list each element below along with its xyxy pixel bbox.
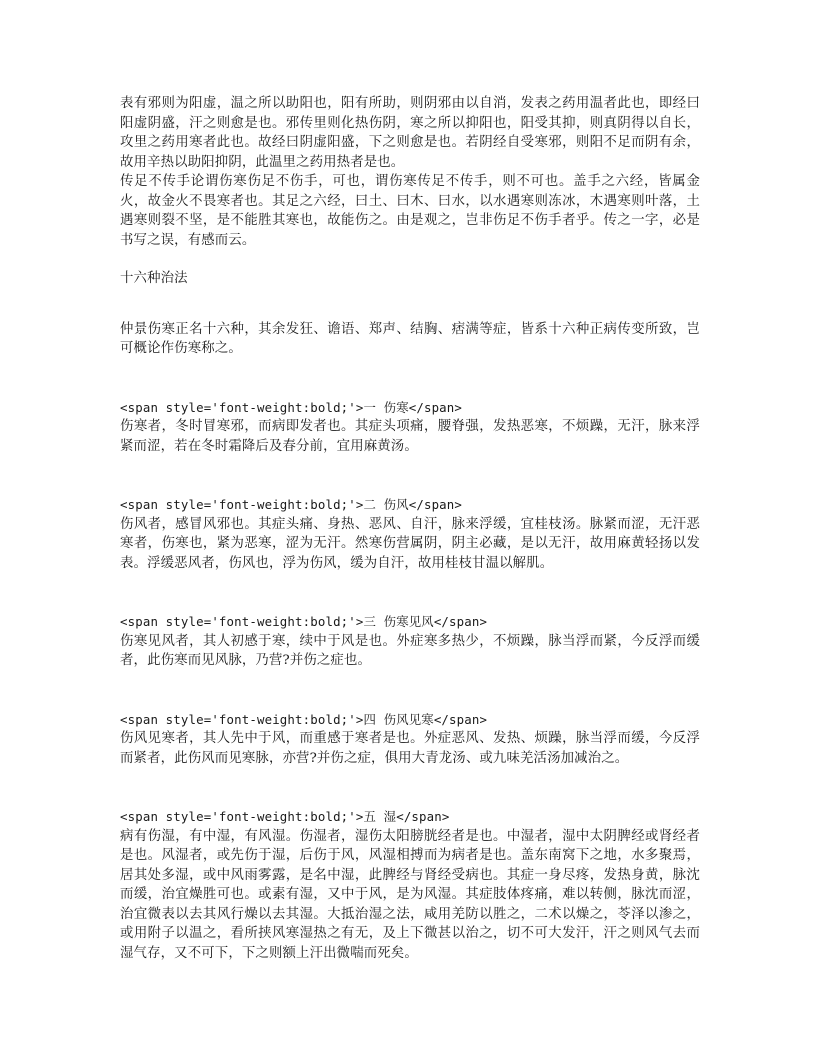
entry-body-1: 伤寒者，冬时冒寒邪，而病即发者也。其症头项痛，腰脊强，发热恶寒，不烦躁，无汗，脉来浮紧而涩，若在冬时霜降后及春分前，宜用麻黄汤。 [120,419,700,454]
entry-heading-3: <span style='font-weight:bold;'>三 伤寒见风</span> [120,614,488,629]
spacer [120,359,700,398]
entry-body-3: 伤寒见风者，其人初感于寒，续中于风是也。外症寒多热少，不烦躁，脉当浮而紧，今反浮而缓者，此伤寒而见风脉，乃营?并伤之症也。 [120,633,700,668]
entry-heading-4: <span style='font-weight:bold;'>四 伤风见寒</span> [120,711,488,727]
spacer [120,456,700,495]
entry-heading-2: <span style='font-weight:bold;'>二 伤风</span> [120,497,463,512]
spacer [120,289,700,320]
section-intro: 仲景伤寒正名十六种，其余发狂、谵语、郑声、结胸、痞满等症，皆系十六种正病传变所致，岂可概论作伤寒称之。 [120,321,700,356]
entry-body-4: 伤风见寒者，其人先中于风，而重感于寒者是也。外症恶风、发热、烦躁，脉当浮而缓，今反浮而紧者，此伤风而见寒脉，亦营?并伤之症，俱用大青龙汤、或九味羌活汤加减治之。 [120,731,700,766]
entry-heading-1: <span style='font-weight:bold;'>一 伤寒</span> [120,399,463,415]
intro-paragraph-1: 表有邪则为阳虚，温之所以助阳也，阳有所助，则阴邪由以自消，发表之药用温者此也，即经曰阳虚阴盛，汗之则愈是也。邪传里则化热伤阴，寒之所以抑阳也，阳受其抑，则真阴得以自长，攻里之药用寒者此也。故经曰阴虚阳盛，下之则愈是也。若阴经自受寒邪，则阳不足而阴有余，故用辛热以助阳抑阴，此温里之药用热者是也。 [120,96,700,170]
spacer [120,250,700,269]
document-page [120,94,700,963]
spacer [120,671,700,710]
spacer [120,573,700,612]
section-title: 十六种治法 [120,271,188,286]
entry-body-2: 伤风者，感冒风邪也。其症头痛、身热、恶风、自汗，脉来浮缓，宜桂枝汤。脉紧而涩，无汗恶寒者，伤寒也，紧为恶寒，涩为无汗。然寒伤营属阴，阴主必藏，是以无汗，故用麻黄轻扬以发表。浮缓恶风者，伤风也，浮为伤风，缓为自汗，故用桂枝甘温以解肌。 [120,516,700,571]
entry-body-5: 病有伤湿，有中湿，有风湿。伤湿者，湿伤太阳膀胱经者是也。中湿者，湿中太阴脾经或肾经者是也。风湿者，或先伤于湿，后伤于风，风湿相搏而为病者是也。盖东南窝下之地，水多聚焉，居其处多湿，或中风雨雾露，是名中湿，此脾经与肾经受病也。其症一身尽疼，发热身黄，脉沈而缓，治宜燥胜可也。或素有湿，又中于风，是为风湿。其症肢体疼痛，难以转侧，脉沈而涩，治宜微表以去其风行燥以去其湿。大抵治湿之法，咸用羌防以胜之，二术以燥之，苓泽以渗之，或用附子以温之，看所挟风寒湿热之有无，及上下微甚以治之，切不可大发汗，汗之则风气去而湿气存，又不可下，下之则额上汗出微喘而死矣。 [120,828,700,961]
entry-heading-5: <span style='font-weight:bold;'>五 湿</span> [120,809,450,824]
intro-paragraph-2: 传足不传手论谓伤寒伤足不伤手，可也，谓伤寒传足不传手，则不可也。盖手之六经，皆属金火，故金火不畏寒者也。其足之六经，曰土、曰木、曰水，以水遇寒则冻冰，木遇寒则叶落，土遇寒则裂不坚，是不能胜其寒也，故能伤之。由是观之，岂非伤足不伤手者乎。传之一字，必是书写之误，有感而云。 [120,174,700,248]
spacer [120,768,700,807]
